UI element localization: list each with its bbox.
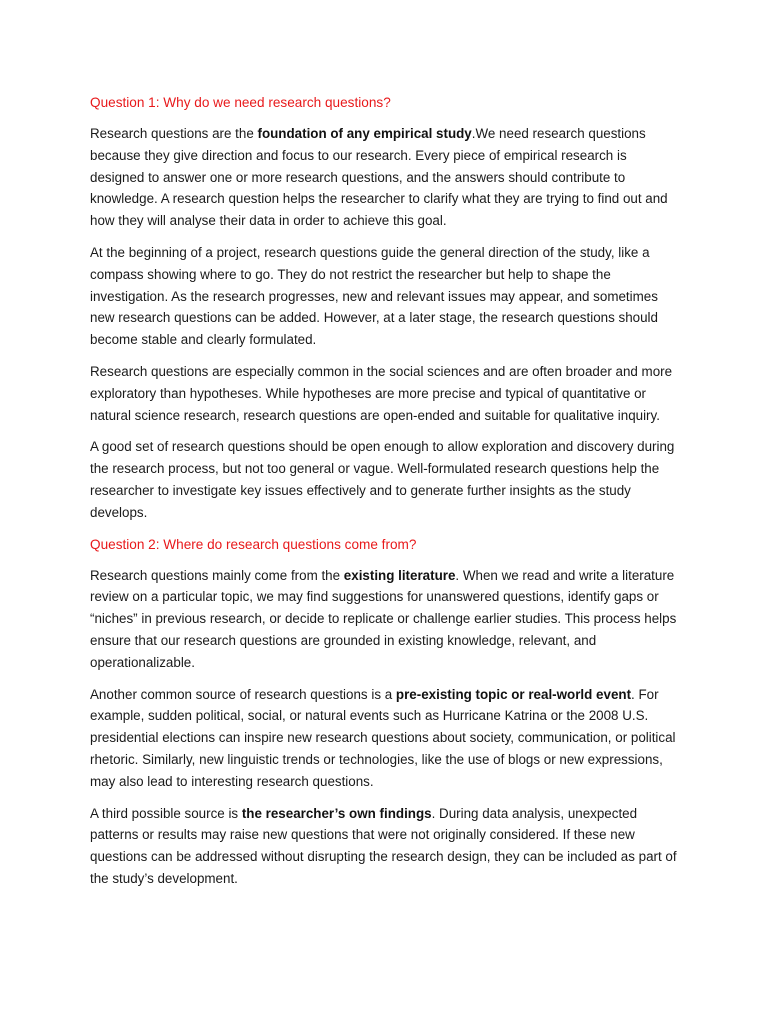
paragraph [90,436,680,523]
paragraph-text: Research questions are especially common in the social sciences and are often broader and more exploratory than hypotheses. While hypotheses are more precise and typical of quantitative or natural science research, research questions are open-ended and suitable for qualitative inquiry. [90,363,673,423]
paragraph-text: Research questions mainly come from the [90,567,344,583]
paragraph-emphasis: the researcher’s own findings [241,805,432,821]
paragraph-emphasis: foundation of any empirical study [257,126,472,141]
section-heading-question-1: Question 1: Why do we need research questions? [90,95,391,110]
paragraph-text: A third possible source is [90,805,242,821]
paragraph-emphasis: existing literature [343,567,456,583]
paragraph [90,242,680,351]
paragraph [90,361,680,426]
paragraph-text: Another common source of research questions is a [90,686,396,702]
paragraph-text: . During data analysis, unexpected patterns or results may raise new questions that were not originally considered. If these new questions can be addressed without disrupting the research design, they can be included as part of the study’s development. [90,805,677,886]
document-page [90,92,680,900]
paragraph-text: At the beginning of a project, research questions guide the general direction of the study, like a compass showing where to go. They do not restrict the researcher but help to shape the investigation. As the research progresses, new and relevant issues may appear, and sometimes new research questions can be added. However, at a later stage, the research questions should become stable and clearly formulated. [90,244,658,348]
paragraph-text: A good set of research questions should be open enough to allow exploration and discovery during the research process, but not too general or vague. Well-formulated research questions help the researcher to investigate key issues effectively and to generate further insights as the study develops. [90,439,675,520]
paragraph-text: . For example, sudden political, social, or natural events such as Hurricane Katrina or the 2008 U.S. presidential elections can inspire new research questions about society, communication, or political rhetoric. Similarly, new linguistic trends or technologies, like the use of blogs or new expressions, may also lead to interesting research questions. [90,686,676,789]
paragraph [90,684,680,793]
paragraph-text: . When we read and write a literature review on a particular topic, we may find suggestions for unanswered questions, identify gaps or “niches” in previous research, or decide to replicate or challenge earlier studies. This process helps ensure that our research questions are grounded in existing knowledge, relevant, and operationalizable. [90,567,677,670]
paragraph [90,803,680,890]
section-heading-question-2: Question 2: Where do research questions come from? [90,536,417,552]
paragraph-text: .We need research questions because they give direction and focus to our research. Every piece of empirical research is designed to answer one or more research questions, and the answers should contribute to knowledge. A research question helps the researcher to clarify what they are trying to find out and how they will analyse their data in order to achieve this goal. [90,126,668,229]
paragraph [90,565,680,674]
paragraph-text: Research questions are the [90,126,258,141]
paragraph [90,123,680,232]
paragraph-emphasis: pre-existing topic or real-world event [395,686,632,702]
